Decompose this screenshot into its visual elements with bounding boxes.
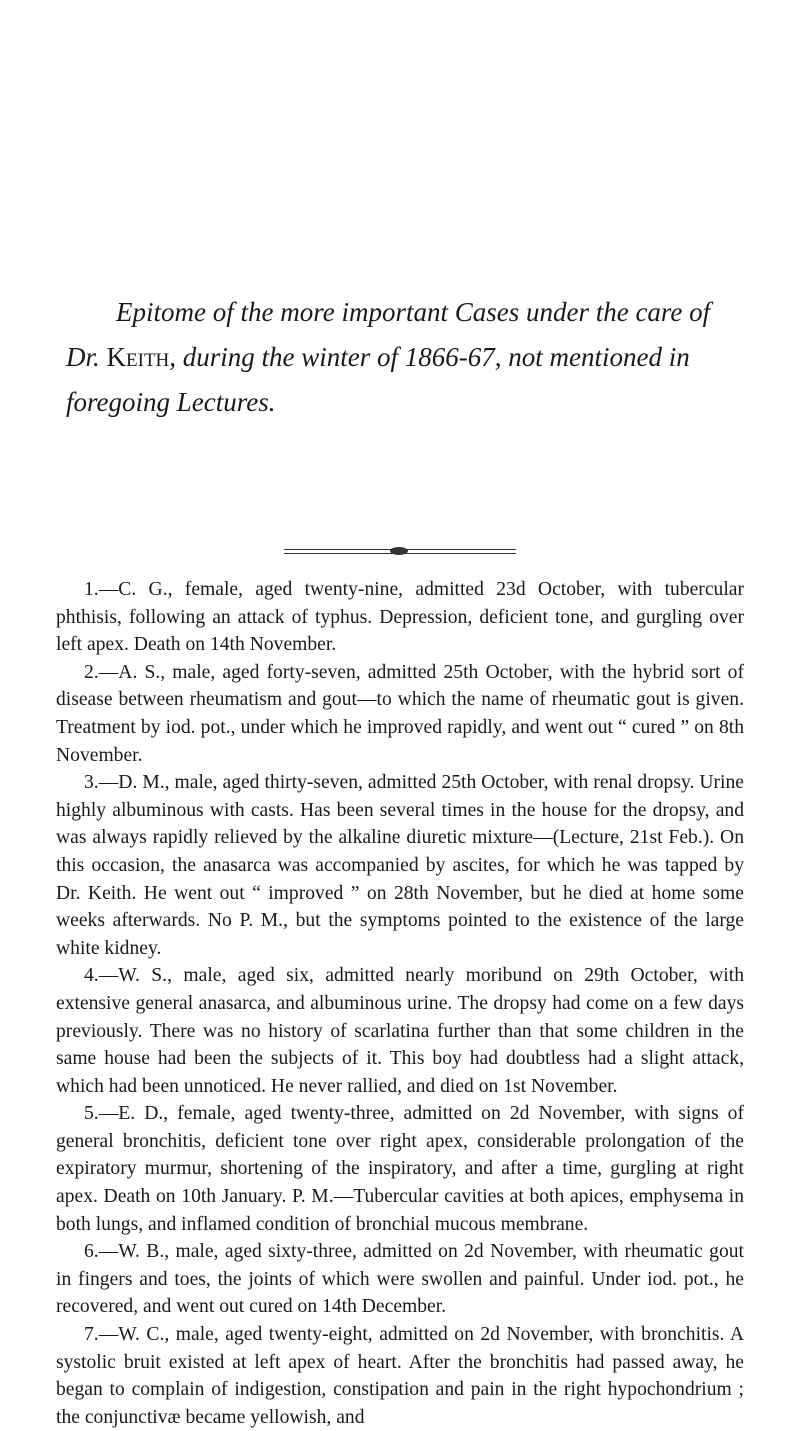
case-paragraph: 7.—W. C., male, aged twenty-eight, admitted on 2d November, with bronchitis. A systolic bruit existed at left apex of heart. After the bronchitis had passed away, he began to complain of indigestion, constipation and pain in the right hypochondrium ; the conjunctivæ became yellowish, and [56, 1324, 744, 1428]
case-paragraph: 4.—W. S., male, aged six, admitted nearly moribund on 29th October, with extensive general anasarca, and albuminous urine. The dropsy had come on a few days previously. There was no history of scarlatina further than that some children in the same house had been the subjects of it. This boy had doubtless had a slight attack, which had been unnoticed. He never rallied, and died on 1st November. [56, 965, 744, 1097]
case-paragraph: 1.—C. G., female, aged twenty-nine, admitted 23d October, with tubercular phthisis, following an attack of typhus. Depression, deficient tone, and gurgling over left apex. Death on 14th November. [56, 579, 744, 656]
heading-part1: Epitome of the more important Cases under the care of [116, 297, 711, 327]
case-paragraph: 6.—W. B., male, aged sixty-three, admitted on 2d November, with rheumatic gout in fingers and toes, the joints of which were swollen and painful. Under iod. pot., he recovered, and went out cured on 14th December. [56, 1241, 744, 1318]
case-paragraph: 2.—A. S., male, aged forty-seven, admitted 25th October, with the hybrid sort of disease between rheumatism and gout—to which the name of rheumatic gout is given. Treatment by iod. pot., under which he improved rapidly, and went out “ cured ” on 8th November. [56, 661, 744, 766]
heading-name: Keith [106, 342, 170, 372]
case-list [56, 576, 744, 1431]
case-paragraph: 5.—E. D., female, aged twenty-three, admitted on 2d November, with signs of general bronchitis, deficient tone over right apex, considerable prolongation of the expiratory murmur, shortening of the inspiratory, and after a time, gurgling at right apex. Death on 10th January. P. M.—Tubercular cavities at both apices, emphysema in both lungs, and inflamed condition of bronchial mucous membrane. [56, 1103, 744, 1235]
ornamental-rule [284, 549, 516, 555]
page-heading [66, 290, 716, 425]
case-paragraph: 3.—D. M., male, aged thirty-seven, admitted 25th October, with renal dropsy. Urine highly albuminous with casts. Has been several times in the house for the dropsy, and was always rapidly relieved by the alkaline diuretic mixture—(Lecture, 21st Feb.). On this occasion, the anasarca was accompanied by ascites, for which he was tapped by Dr. Keith. He went out “ improved ” on 28th November, but he died at home some weeks afterwards. No P. M., but the symptoms pointed to the existence of the large white kidney. [56, 772, 744, 959]
heading-part2: , during the winter of 1866-67, not mentioned in foregoing Lectures. [66, 342, 690, 417]
heading-dr: Dr. [66, 342, 100, 372]
